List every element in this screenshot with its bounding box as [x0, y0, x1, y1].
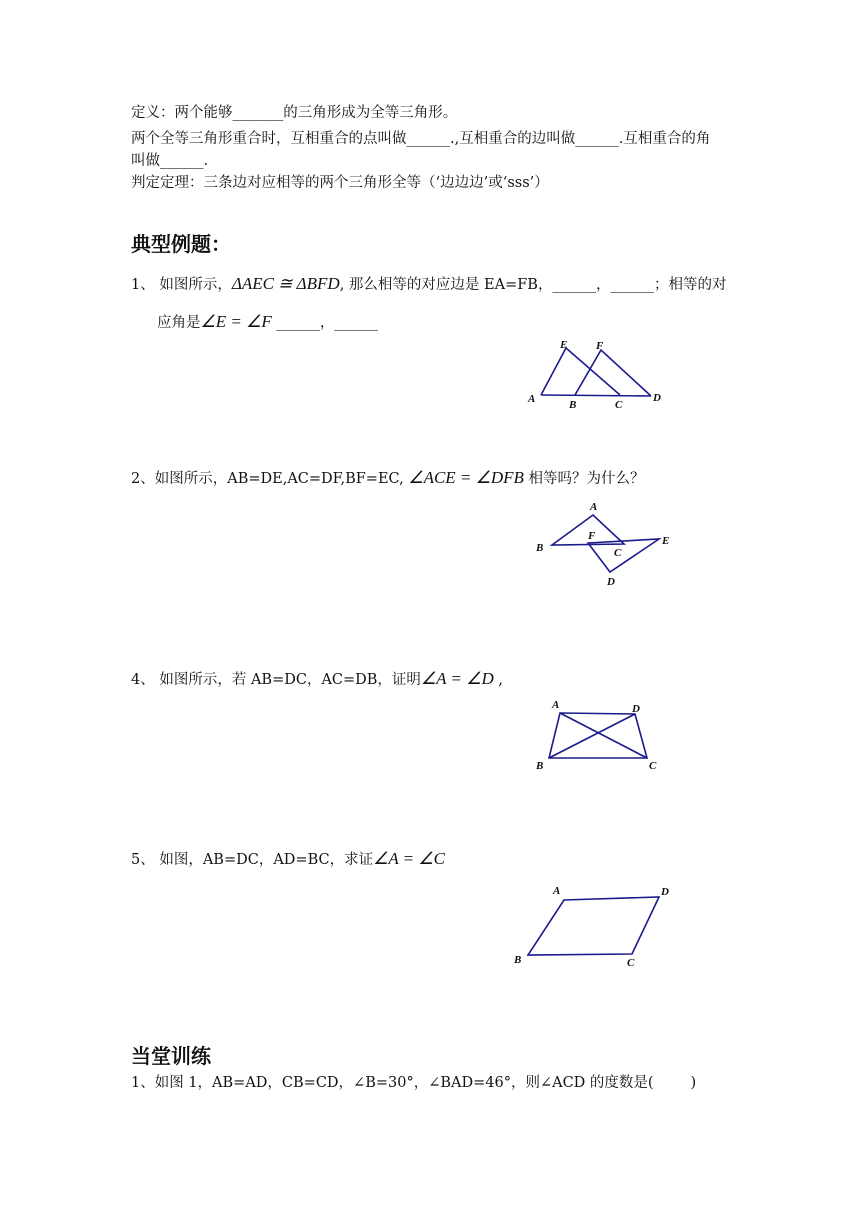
q4-label-d: D: [632, 703, 640, 715]
q2-suffix: 相等吗？为什么？: [523, 471, 645, 487]
q1-math: ΔAEC ≅ ΔBFD: [231, 274, 340, 293]
q1-suffix: , 那么相等的对应边是 EA=FB，______，______；相等的对: [339, 277, 727, 293]
q4-label-b: B: [536, 760, 544, 772]
practice-q1-line: 1、如图 1，AB=AD，CB=CD，∠B=30°，∠BAD=46°，则∠ACD 的度数是( ): [131, 1075, 697, 1091]
definition-line: 定义：两个能够_______的三角形成为全等三角形。: [131, 105, 458, 121]
examples-heading: 典型例题：: [131, 232, 231, 256]
q2-label-b: B: [536, 542, 544, 554]
q5-math: ∠A = ∠C: [373, 849, 445, 868]
q1-prefix: 1、 如图所示，: [131, 277, 232, 293]
q1-line-2: [157, 311, 378, 334]
q5-parallelogram: [528, 897, 659, 955]
q1-label-a: A: [528, 393, 536, 405]
q2-label-f: F: [588, 530, 596, 542]
q1-line-1: [131, 273, 726, 296]
q4-diagonal-db: [549, 714, 635, 758]
q2-label-d: D: [607, 576, 615, 588]
q5-label-d: D: [661, 886, 669, 898]
q2-label-e: E: [662, 535, 670, 547]
q5-label-c: C: [627, 957, 635, 969]
q2-prefix: 2、如图所示，AB=DE,AC=DF,BF=EC,: [131, 471, 409, 487]
q4-line: [131, 668, 503, 691]
q4-label-a: A: [552, 699, 560, 711]
q1-figure: [520, 335, 670, 415]
q1-label-b: B: [569, 399, 577, 411]
q4-label-c: C: [649, 760, 657, 772]
q2-label-c: C: [614, 547, 622, 559]
q5-line: [131, 848, 445, 871]
q5-label-b: B: [514, 954, 522, 966]
q1-label-d: D: [653, 392, 661, 404]
q1-base-line: [541, 395, 651, 396]
q4-diagonal-ac: [560, 713, 647, 758]
q4-figure: [530, 697, 670, 777]
q4-prefix: 4、 如图所示，若 AB=DC，AC=DB，证明: [131, 672, 421, 688]
q1-label-f: F: [596, 340, 604, 352]
q1-triangle-aec: [541, 348, 620, 395]
q2-figure: [530, 498, 680, 590]
q1-line2-math: ∠E = ∠F: [200, 312, 272, 331]
q1-label-c: C: [615, 399, 623, 411]
correspond-line-1: 两个全等三角形重合时，互相重合的点叫做______.,互相重合的边叫做______.互相重合的角: [131, 131, 711, 147]
q5-prefix: 5、 如图，AB=DC，AD=BC，求证: [131, 852, 374, 868]
q2-line: [131, 467, 645, 490]
q2-label-a: A: [590, 501, 598, 513]
q4-suffix: ,: [493, 672, 503, 688]
q1-label-e: E: [560, 339, 568, 351]
q5-label-a: A: [553, 885, 561, 897]
theorem-line: 判定定理：三条边对应相等的两个三角形全等（‘边边边’或‘sss’）: [131, 175, 549, 191]
practice-heading: 当堂训练: [131, 1044, 211, 1068]
q1-line2-prefix: 应角是: [157, 315, 201, 331]
q4-math: ∠A = ∠D: [420, 669, 494, 688]
q5-figure: [510, 880, 680, 972]
q2-math: ∠ACE = ∠DFB: [408, 468, 524, 487]
correspond-line-2: 叫做______.: [131, 153, 209, 169]
q1-line2-suffix: ______，______: [271, 315, 378, 331]
